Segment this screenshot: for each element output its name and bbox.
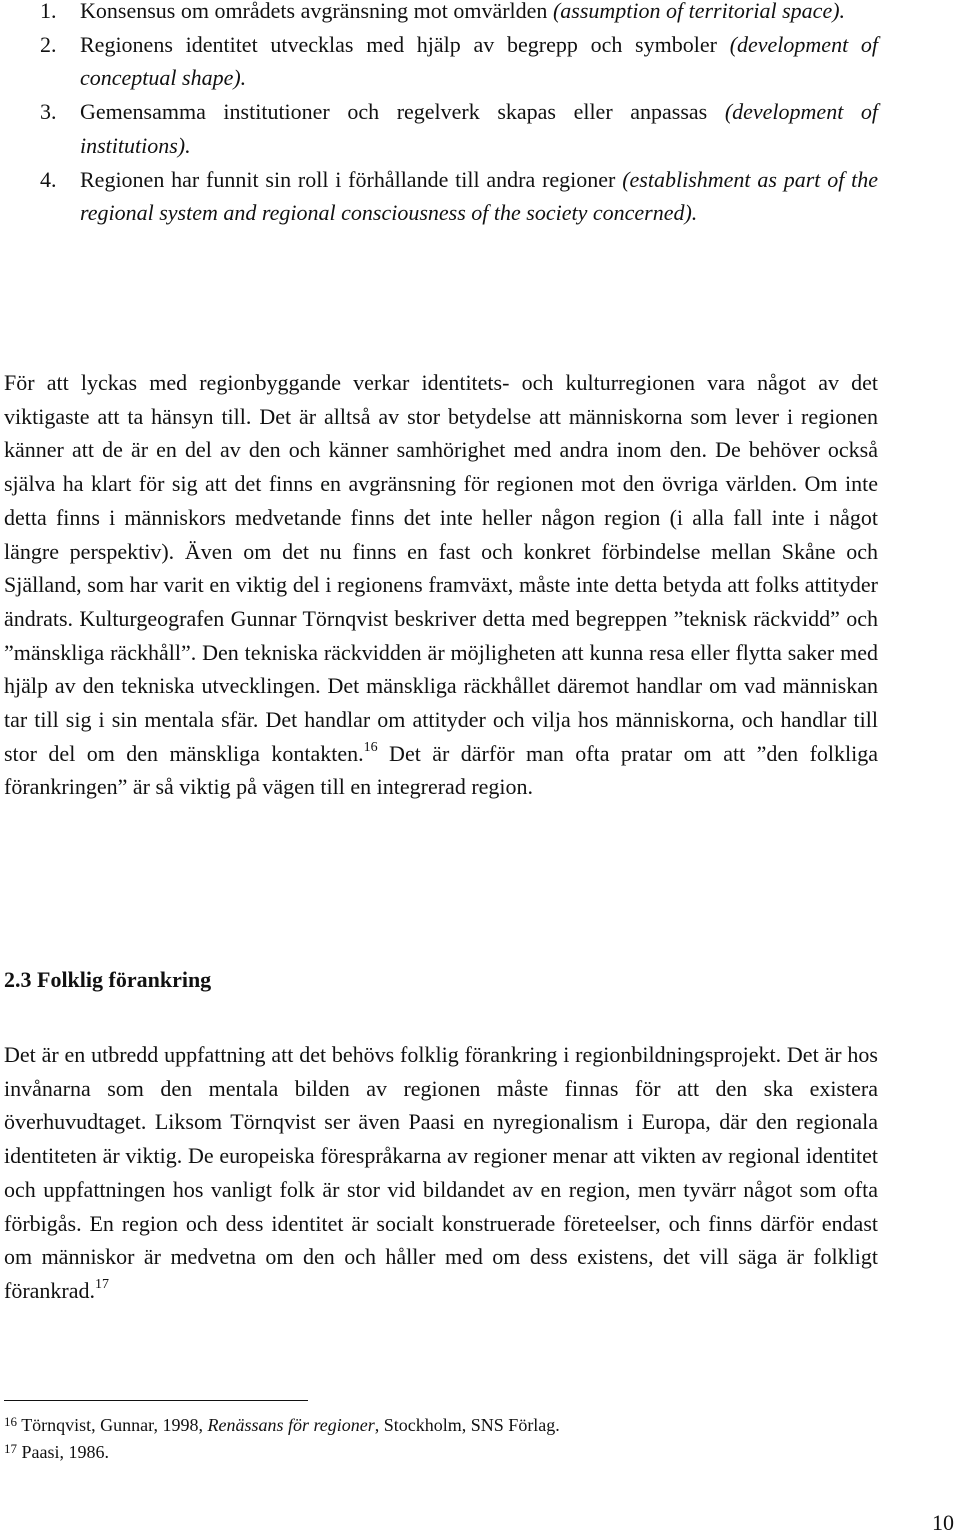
body-paragraph — [4, 1038, 878, 1308]
list-item-number: 4. — [40, 166, 57, 192]
body-paragraph — [4, 366, 878, 804]
list-item-english: (establishment as part of the regional system and regional consciousness of the society concerned). — [80, 166, 878, 226]
list-item-number: 3. — [40, 99, 57, 125]
footnotes — [4, 1412, 878, 1466]
list-item-english: (development of conceptual shape). — [80, 31, 879, 91]
paragraph-text: Det är en utbredd uppfattning att det behövs folklig förankring i regionbildningsprojekt. Det är hos invånarna som den mentala bilden av regionen måste finnas för att den ska existera överhuvudtaget. Liksom Törnqvist ser även Paasi en nyregionalism i Europa, där den regionala identiteten är viktig. De europeiska förespråkarna av regioner menar att vikten av regional identitet och uppfattningen hos vanligt folk är stor vid bildandet av en region, men tyvärr något som ofta förbigås. En region och dess identitet är socialt konstruerade företeelser, och finns därför endast om människor är medvetna om den och håller med om dess existens, det vill säga är folkligt förankrad. — [4, 1042, 878, 1303]
paragraph-text: Det är därför man ofta pratar om att ”den folkliga förankringen” är så viktig på vägen till en integrerad region. — [4, 740, 879, 800]
list-item-text: Regionens identitet utvecklas med hjälp av begrepp och symboler — [80, 31, 717, 57]
list-item-number: 2. — [40, 31, 57, 57]
numbered-list — [40, 0, 878, 230]
list-item-text: Gemensamma institutioner och regelverk skapas eller anpassas — [80, 99, 708, 125]
footnote — [4, 1439, 878, 1466]
list-item — [40, 28, 878, 95]
list-item — [40, 0, 878, 28]
list-item-text: Konsensus om områdets avgränsning mot omvärlden — [80, 0, 548, 23]
list-item-english: (development of institutions). — [80, 99, 879, 158]
footnote — [4, 1412, 878, 1439]
list-item — [40, 163, 878, 230]
footnote-reference: 16 — [363, 739, 378, 755]
list-item — [40, 95, 878, 162]
footnote-text: Paasi, 1986. — [21, 1442, 109, 1462]
footnote-text: , Stockholm, SNS Förlag. — [374, 1415, 560, 1435]
footnote-text: Törnqvist, Gunnar, 1998, — [21, 1415, 208, 1435]
list-item-english: (assumption of territorial space). — [552, 0, 846, 23]
list-item-number: 1. — [40, 0, 57, 23]
footnote-book-title: Renässans för regioner — [207, 1415, 375, 1435]
section-heading: 2.3 Folklig förankring — [4, 967, 212, 992]
footnote-divider — [4, 1400, 308, 1401]
footnote-reference: 17 — [95, 1276, 110, 1292]
page-number: 10 — [932, 1510, 954, 1535]
footnote-number: 17 — [4, 1441, 17, 1456]
list-item-text: Regionen har funnit sin roll i förhållande till andra regioner — [80, 166, 616, 192]
paragraph-text: För att lyckas med regionbyggande verkar identitets- och kulturregionen vara något av det viktigaste att ta hänsyn till. Det är alltså av stor betydelse att människorna som lever i regionen känner att de är en del av den och känner samhörighet med andra inom den. De behöver också själva ha klart för sig att det finns en avgränsning för regionen mot den övriga världen. Om inte detta finns i människors medvetande finns det inte heller någon region (i alla fall inte i något längre perspektiv). Även om det nu finns en fast och konkret förbindelse mellan Skåne och Själland, som har varit en viktig del i regionens framväxt, måste inte detta betyda att folks attityder ändrats. Kulturgeografen Gunnar Törnqvist beskriver detta med begreppen ”teknisk räckvidd” och ”mänskliga räckhåll”. Den tekniska räckvidden är möjligheten att kunna resa eller flytta saker med hjälp av den tekniska utvecklingen. Det mänskliga räckhållet däremot handlar om vad människan tar till sig i sin mentala sfär. Det handlar om attityder och vilja hos människorna, och handlar till stor del om den mänskliga kontakten. — [4, 370, 878, 766]
footnote-number: 16 — [4, 1414, 17, 1429]
